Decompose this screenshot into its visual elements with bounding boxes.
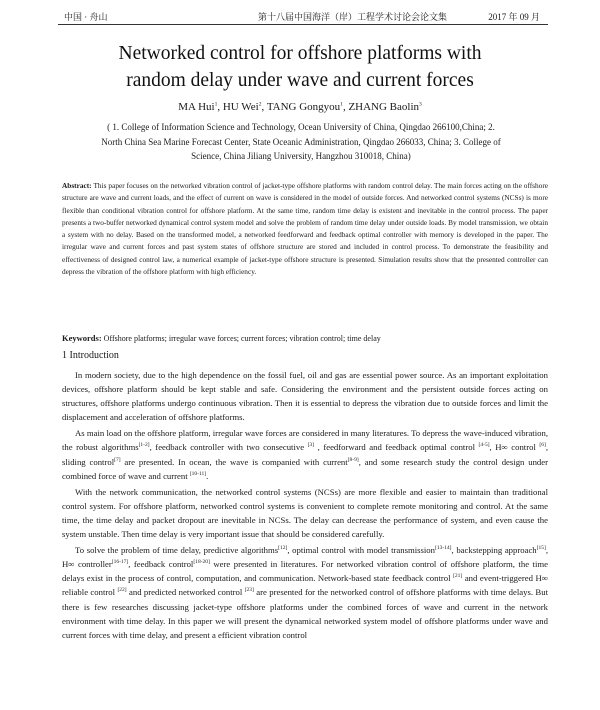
citation: [15]	[536, 545, 546, 552]
citation: [16-17]	[111, 559, 129, 566]
title-line-2: random delay under wave and current forces	[126, 70, 474, 91]
affiliations	[60, 120, 542, 164]
citation: [8-9]	[347, 456, 359, 463]
author-3: TANG Gongyou	[266, 101, 341, 113]
citation: [10-11]	[189, 470, 207, 477]
author-1: MA Hui	[178, 101, 215, 113]
citation: [22]	[117, 587, 127, 594]
running-header	[58, 8, 548, 25]
abstract	[62, 180, 548, 278]
author-1-affil: 1	[214, 101, 218, 108]
author-3-affil: 1	[340, 101, 343, 108]
abstract-label: Abstract:	[62, 181, 92, 190]
citation: [13-14]	[435, 545, 452, 552]
paper-title	[40, 40, 560, 94]
paragraph-2: As main load on the offshore platform, irregular wave forces are considered in many literatures. To depress the wave-induced vibration, the robust algorithms[1-2], feedback controller with two consecutive [3] , feedforward and feedback optimal control [4-5], H∞ control [6], sliding control[7] are presented. In ocean, the wave is companied with current[8-9], and some research study the control design under combined force of wave and current [10-11].	[62, 428, 549, 481]
citation: [21]	[453, 573, 463, 580]
section-heading-introduction: 1 Introduction	[62, 350, 119, 361]
header-date: 2017 年 09 月	[488, 12, 540, 22]
paragraph-1: In modern society, due to the high dependence on the fossil fuel, oil and gas are essential power source. As an important exploitation devices, offshore platform should be kept stable and safe. Considering the environment and the persistent outside forces acting on structures, offshore platforms undergo continuous vibration. Then it is essential to depress the vibration due to outside forces and limit the displacement and acceleration of offshore platforms.	[62, 370, 548, 423]
keywords	[62, 333, 548, 343]
citation: [6]	[539, 442, 546, 449]
keywords-text: Offshore platforms; irregular wave forces; current forces; vibration control; time delay	[103, 334, 381, 343]
paragraph-4: To solve the problem of time delay, predictive algorithms[12], optimal control with model transmission[13-14], backstepping approach[15], H∞ controller[16-17], feedback control[18-20] were presented in literatures. For networked vibration control of offshore platform, the time delays exist in the process of control, computation, and communication. Network-based state feedback control [21] and event-triggered H∞ reliable control [22] and predicted networked control [23] are presented for the networked control of offshore platforms with time delays. But there is few researches discussing jacket-type offshore platforms under the combined forces of wave and current in the network environment with time delay. In this paper we will present the dynamical networked system model of offshore platforms under wave and current forces with time delay, and present a efficient vibration control	[62, 545, 548, 640]
author-list: MA Hui$^1$, HU Wei$^2$, TANG Gongyou$^1$, ZHANG Baolin$^3$	[178, 101, 422, 113]
citation: [3]	[307, 442, 315, 449]
title-line-1: Networked control for offshore platforms with	[118, 43, 482, 64]
header-conference: 第十八届中国海洋（岸）工程学术讨论会论文集	[258, 12, 448, 22]
keywords-label: Keywords:	[62, 333, 102, 343]
header-location: 中国 · 舟山	[64, 12, 108, 22]
paragraph-3: With the network communication, the networked control systems (NCSs) are more flexible and easier to maintain than traditional control system. For offshore platform, networked control systems is convenient to complete remote monitoring and control. At the same time, the time delay and packet dropout are inevitable in NCSs. The delay can decrease the performance of system, and even cause the system unstable. Then time delay is very important issue that should be considered carefully.	[62, 486, 548, 540]
author-2-affil: 2	[258, 101, 262, 108]
citation: [4-5]	[478, 442, 490, 449]
citation: [12]	[278, 545, 288, 552]
author-4-affil: 3	[419, 101, 422, 108]
affiliation-line-1: ( 1. College of Information Science and Technology, Ocean University of China, Qingdao 266100,China; 2.	[107, 122, 495, 132]
author-4: ZHANG Baolin	[348, 101, 420, 113]
abstract-text: This paper focuses on the networked vibration control of jacket-type offshore platforms with random control delay. The main forces acting on the offshore structure are wave and current loads, and the effect of current on wave is considered in the model of outside forces. And networked control systems (NCSs) is more flexible than conditional vibration control for offshore platform. At the same time, random time delay is existent and inevitable in the control process. The paper presents a two-buffer networked dynamical control system model and solve the problem of random time delay under outside loads. By model transmission, we obtain a system with no delay. Based on the transformed model, a networked feedforward and feedback optimal controller with memory is developed in the paper. The irregular wave and current forces and past system states of offshore structure are stored and included in control process. To demonstrate the feasibility and effectiveness of designed control law, a numerical example of jacket-type offshore structure is presented. Simulation results show that the presented controller can depress the vibration of the offshore platform with high efficiency.	[62, 181, 548, 277]
citation: [7]	[114, 456, 121, 463]
author-2: HU Wei	[222, 101, 259, 113]
citation: [23]	[244, 587, 254, 594]
affiliation-line-2: North China Sea Marine Forecast Center, State Oceanic Administration, Qingdao 266033, China; 3. College of	[101, 136, 501, 147]
citation: [18-20]	[193, 559, 210, 566]
affiliation-line-3: Science, China Jiliang University, Hangzhou 310018, China)	[191, 151, 411, 161]
introduction-body	[62, 368, 548, 644]
citation: [1-2]	[138, 442, 150, 449]
